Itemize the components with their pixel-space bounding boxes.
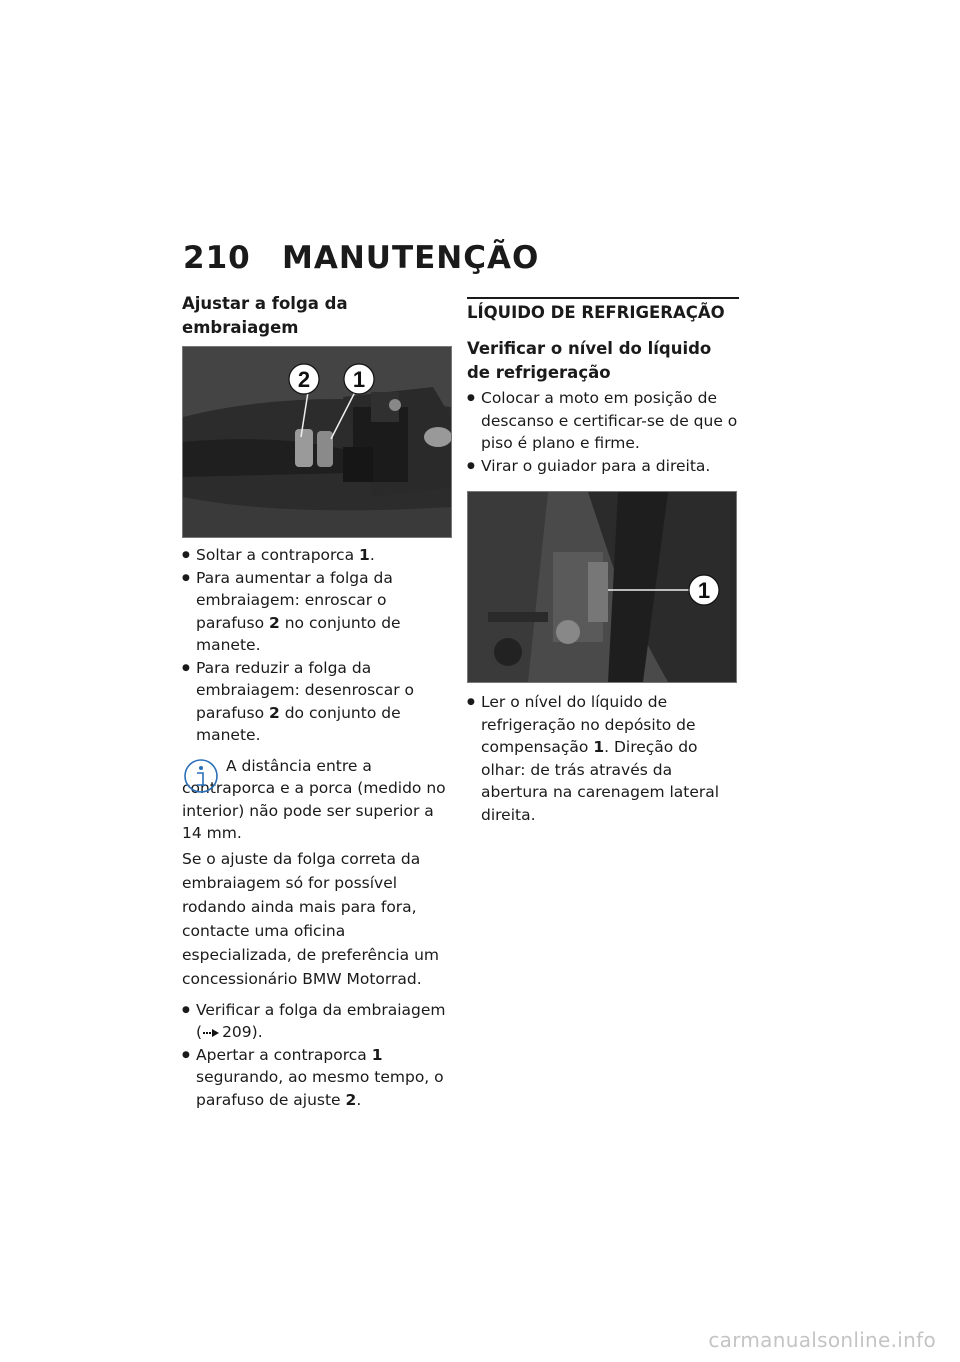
list-item: ● Ler o nível do líquido de refrigeração no depósito de compensação 1. Direção do olhar: de trás através da abertura na carenagem lateral direita.: [467, 691, 739, 826]
coolant-read-list: [467, 691, 739, 826]
section-subtitle-clutch: Ajustar a folga da embraiagem: [182, 294, 348, 337]
section-subtitle-coolant: Verificar o nível do líquido de refrigeração: [467, 339, 712, 382]
clutch-lever-photo: [182, 346, 452, 538]
paragraph-workshop: Se o ajuste da folga correta da embraiagem só for possível rodando ainda mais para fora, contacte uma oficina especializada, de preferência um concessionário BMW Motorrad.: [182, 849, 440, 988]
callout-1: 1: [352, 367, 366, 392]
coolant-reservoir-photo: [467, 491, 737, 683]
list-item: ● Colocar a moto em posição de descanso e certificar-se de que o piso é plano e firme.: [467, 387, 739, 455]
coolant-prep-list: [467, 387, 739, 477]
callout-2: 2: [297, 367, 311, 392]
clutch-final-steps: [182, 999, 452, 1112]
section-title-coolant: LÍQUIDO DE REFRIGERAÇÃO: [467, 297, 739, 331]
info-note: A distância entre a contraporca e a porca (medido no interior) não pode ser superior a 14 mm.: [182, 756, 446, 842]
list-item: ● Soltar a contraporca 1.: [182, 544, 452, 567]
page-reference-link[interactable]: 209: [222, 1023, 252, 1041]
left-column: [182, 292, 452, 1111]
page-reference-arrow-icon: [202, 1027, 222, 1039]
list-item: ● Para reduzir a folga da embraiagem: desenroscar o parafuso 2 do conjunto de manete.: [182, 657, 452, 747]
callout-1: 1: [697, 578, 711, 603]
list-item: ● Para aumentar a folga da embraiagem: enroscar o parafuso 2 no conjunto de manete.: [182, 567, 452, 657]
info-icon: [182, 757, 220, 795]
list-item: ● Verificar a folga da embraiagem ( 209).: [182, 999, 452, 1044]
list-item: ● Virar o guiador para a direita.: [467, 455, 739, 478]
chapter-title: MANUTENÇÃO: [282, 240, 540, 276]
clutch-steps-list: [182, 544, 452, 747]
list-item: ● Apertar a contraporca 1 segurando, ao mesmo tempo, o parafuso de ajuste 2.: [182, 1044, 452, 1112]
right-column: [467, 292, 739, 826]
page-number: 210: [183, 240, 251, 276]
site-watermark: carmanualsonline.info: [708, 1328, 936, 1352]
